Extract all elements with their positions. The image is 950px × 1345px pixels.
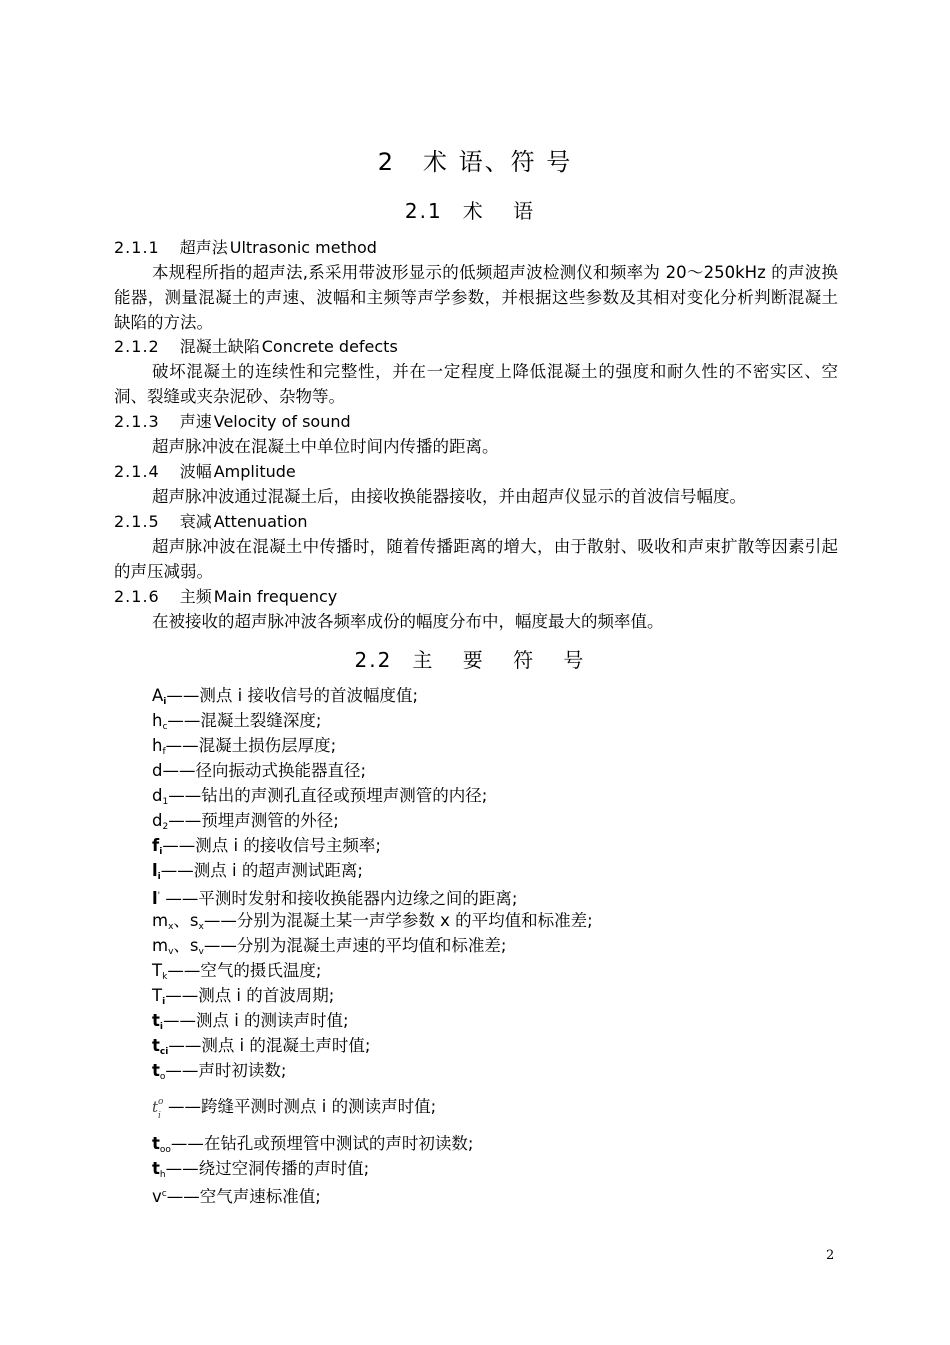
symbol-sub: i: [159, 847, 163, 857]
term-definition: 超声脉冲波通过混凝土后，由接收换能器接收，并由超声仪显示的首波信号幅度。: [152, 487, 746, 506]
symbol-sub-2: v: [198, 947, 204, 957]
symbol-desc: ——跨缝平测时测点 i 的测读声时值;: [168, 1097, 437, 1116]
term-en: Velocity of sound: [213, 412, 351, 431]
symbol-sup: c: [161, 1189, 167, 1199]
symbol-sub: ci: [159, 1047, 169, 1057]
symbol-base: t: [152, 1098, 159, 1116]
symbol-sub: 2: [162, 822, 169, 832]
term-number: 2.1.4: [114, 462, 160, 481]
symbol-base: l: [152, 889, 158, 908]
symbol-desc: ——分别为混凝土某一声学参数 x 的平均值和标准差;: [203, 911, 593, 930]
symbol-base: T: [152, 961, 163, 980]
symbol-sub: i: [159, 1022, 163, 1032]
chapter-heading: [0, 146, 950, 178]
term-heading: [114, 460, 296, 484]
symbol-sub-2: x: [198, 922, 204, 932]
symbol-base: t: [152, 1061, 160, 1080]
symbol-sub: v: [168, 947, 174, 957]
symbol-sub: k: [162, 972, 168, 982]
term-cn: 超声法: [179, 238, 228, 257]
symbol-sub: x: [168, 922, 174, 932]
term-number: 2.1.5: [114, 512, 160, 531]
term-heading: [114, 510, 308, 534]
symbol-desc: ——测点 i 的测读声时值;: [162, 1011, 349, 1030]
term-definition: 破坏混凝土的连续性和完整性，并在一定程度上降低混凝土的强度和耐久性的不密实区、空洞、裂缝或夹杂泥砂、杂物等。: [114, 362, 838, 406]
symbol-base: t: [152, 1159, 160, 1178]
symbol-entry: [152, 1095, 436, 1119]
term-definition: 超声脉冲波在混凝土中单位时间内传播的距离。: [152, 437, 499, 456]
term-heading: [114, 585, 337, 609]
symbol-sub: i: [158, 1111, 161, 1121]
chapter-title: 术 语、符 号: [423, 148, 573, 176]
symbol-entry: [152, 884, 517, 911]
section-title: 术 语: [462, 199, 546, 223]
term-en: Concrete defects: [261, 337, 398, 356]
symbol-desc: ——测点 i 的首波周期;: [165, 986, 335, 1005]
section-number: 2.2: [354, 648, 393, 672]
symbol-desc: ——分别为混凝土声速的平均值和标准差;: [203, 936, 507, 955]
symbol-sub: c: [162, 722, 168, 732]
symbol-sub: oo: [159, 1145, 171, 1155]
term-heading: [114, 335, 398, 359]
symbol-desc: ——声时初读数;: [165, 1061, 287, 1080]
symbol-base: h: [152, 711, 163, 730]
symbol-sub: 1: [162, 797, 169, 807]
section-number: 2.1: [404, 199, 443, 223]
symbol-sub: i: [157, 872, 161, 882]
symbol-desc: ——平测时发射和接收换能器内边缘之间的距离;: [160, 889, 518, 908]
term-cn: 混凝土缺陷: [179, 337, 260, 356]
symbol-desc: ——预埋声测管的外径;: [168, 811, 339, 830]
term-heading: [114, 410, 351, 434]
symbol-base-2: 、s: [173, 911, 199, 930]
term-en: Amplitude: [213, 462, 296, 481]
term-number: 2.1.3: [114, 412, 160, 431]
symbol-desc: ——钻出的声测孔直径或预埋声测管的内径;: [168, 786, 488, 805]
symbol-sub: i: [163, 697, 167, 707]
symbol-entry: [152, 759, 366, 783]
symbol-desc: ——测点 i 的混凝土声时值;: [168, 1036, 371, 1055]
term-definition: 在被接收的超声脉冲波各频率成份的幅度分布中，幅度最大的频率值。: [152, 612, 664, 631]
term-number: 2.1.6: [114, 587, 160, 606]
symbol-math: [152, 1095, 168, 1119]
section-heading-terms: [0, 197, 950, 225]
term-cn: 衰减: [179, 512, 212, 531]
symbol-base: T: [152, 986, 163, 1005]
symbol-desc: ——空气声速标准值;: [166, 1187, 321, 1206]
symbol-sup: o: [158, 1097, 164, 1107]
section-title: 主 要 符 号: [412, 648, 596, 672]
symbol-base: t: [152, 1134, 160, 1153]
symbol-base: f: [152, 836, 160, 855]
symbol-base: l: [152, 861, 158, 880]
symbol-base: d: [152, 811, 163, 830]
symbol-desc: ——混凝土裂缝深度;: [167, 711, 322, 730]
term-cn: 波幅: [179, 462, 212, 481]
term-cn: 声速: [179, 412, 212, 431]
symbol-desc: ——测点 i 的接收信号主频率;: [162, 836, 381, 855]
term-definition: 超声脉冲波在混凝土中传播时，随着传播距离的增大，由于散射、吸收和声束扩散等因素引起的声压减弱。: [114, 537, 838, 581]
symbol-base-2: 、s: [173, 936, 199, 955]
term-heading: [114, 236, 377, 260]
symbol-sub: h: [159, 1170, 166, 1180]
symbol-base: m: [152, 936, 169, 955]
term-number: 2.1.2: [114, 337, 160, 356]
term-en: Main frequency: [213, 587, 338, 606]
symbol-desc: ——测点 i 接收信号的首波幅度值;: [166, 686, 419, 705]
symbol-desc: ——混凝土损伤层厚度;: [165, 736, 337, 755]
term-cn: 主频: [179, 587, 212, 606]
symbol-base: h: [152, 736, 163, 755]
symbol-desc: ——径向振动式换能器直径;: [162, 761, 367, 780]
symbol-base: A: [152, 686, 164, 705]
symbol-base: d: [152, 761, 163, 780]
symbol-sub: o: [159, 1072, 166, 1082]
symbol-base: m: [152, 911, 169, 930]
symbol-desc: ——在钻孔或预埋管中测试的声时初读数;: [170, 1134, 474, 1153]
symbol-sup: ': [157, 891, 161, 901]
chapter-number: 2: [377, 148, 395, 176]
symbol-entry: [152, 1182, 321, 1209]
section-heading-symbols: [0, 646, 950, 674]
symbol-sub: i: [162, 997, 166, 1007]
term-en: Ultrasonic method: [229, 238, 377, 257]
symbol-base: t: [152, 1011, 160, 1030]
symbol-entry: [152, 1059, 286, 1089]
symbol-desc: ——绕过空洞传播的声时值;: [165, 1159, 370, 1178]
term-number: 2.1.1: [114, 238, 160, 257]
symbol-base: d: [152, 786, 163, 805]
symbol-base: v: [152, 1187, 162, 1206]
term-en: Attenuation: [213, 512, 308, 531]
symbol-base: t: [152, 1036, 160, 1055]
symbol-desc: ——测点 i 的超声测试距离;: [160, 861, 363, 880]
symbol-sub: f: [162, 747, 166, 757]
page-number: 2: [826, 1248, 835, 1263]
symbol-desc: ——空气的摄氏温度;: [167, 961, 322, 980]
term-definition: 本规程所指的超声法,系采用带波形显示的低频超声波检测仪和频率为 20～250kHz 的声波换能器，测量混凝土的声速、波幅和主频等声学参数，并根据这些参数及其相对变化分析判断混凝土缺陷的方法。: [114, 263, 838, 332]
